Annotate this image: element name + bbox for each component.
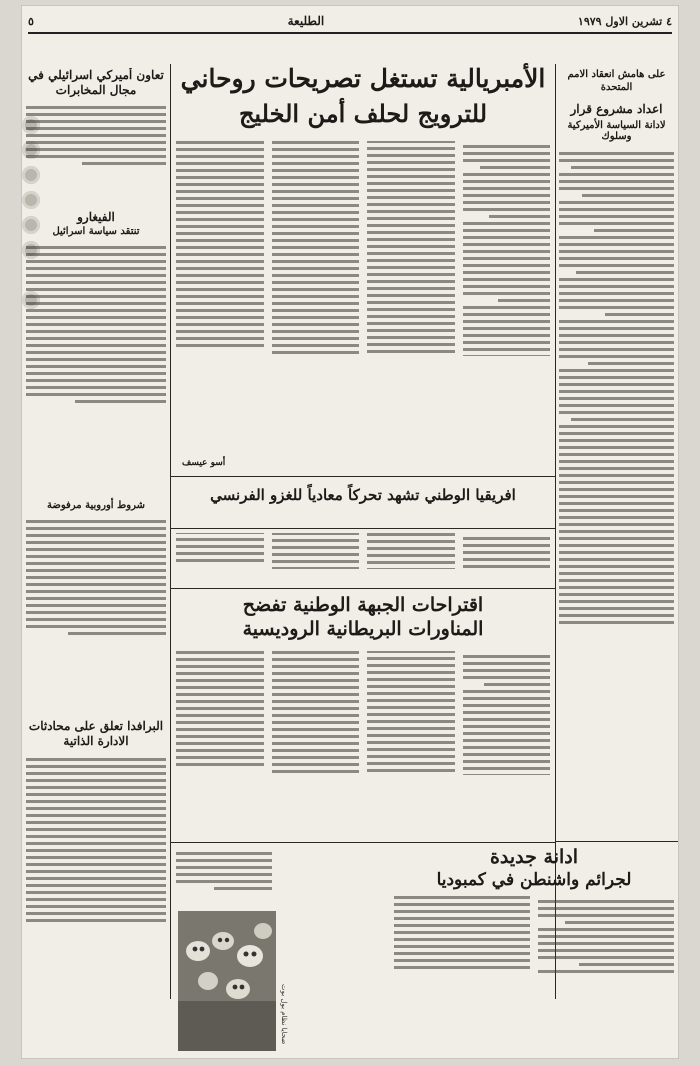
- proposals-headline-line2: المناورات البريطانية الروديسية: [242, 618, 484, 640]
- cambodia-headline-line1: ادانة جديدة: [489, 846, 579, 868]
- left-article2-subtitle: تنتقد سياسة اسرائيل: [52, 226, 140, 237]
- left-article3-body: [26, 516, 166, 711]
- section-rule: [171, 476, 555, 477]
- cambodia-article: [394, 846, 674, 1051]
- proposals-body: [176, 651, 550, 836]
- left-article3-title: شروط أوروبية مرفوضة: [46, 500, 146, 511]
- section-rule: [171, 842, 555, 843]
- main-headline-line2: للترويج لحلف أمن الخليج: [238, 99, 488, 128]
- right-column-subtitle: اعداد مشروع قرار: [570, 102, 663, 116]
- newspaper-name: الطليعة: [287, 14, 325, 28]
- left-article1-title: تعاون أميركي اسرائيلي في مجال المخابرات: [28, 68, 164, 97]
- africa-headline: افريقيا الوطني تشهد تحركاً معادياً للغزو الفرنسي: [210, 486, 516, 504]
- column-rule: [170, 64, 171, 999]
- main-article-body: [176, 141, 550, 453]
- left-article2-body: [26, 242, 166, 492]
- proposals-headline-line1: اقتراحات الجبهة الوطنية تفضح: [242, 594, 484, 616]
- section-rule: [171, 588, 555, 589]
- right-column: [559, 68, 674, 838]
- photo-caption: ضحايا نظام بول بوت: [280, 983, 288, 1044]
- main-article-author: أسو عيسف: [182, 458, 226, 468]
- left-article4-title: البرافدا تعلق على محادثات الادارة الذاتية: [28, 719, 164, 748]
- section-rule: [556, 841, 678, 842]
- left-article2-title: الفيغارو: [77, 210, 115, 224]
- left-article1-body: [26, 102, 166, 202]
- main-headline-line1: الأمبريالية تستغل تصريحات روحاني: [180, 64, 546, 93]
- left-column: [26, 68, 166, 1053]
- issue-date: ٤ تشرين الاول ١٩٧٩: [577, 14, 672, 28]
- page-number: ٥: [28, 14, 34, 28]
- section-rule: [171, 528, 555, 529]
- page-header: [28, 10, 672, 34]
- left-article4-body: [26, 754, 166, 1024]
- africa-body: [176, 533, 550, 585]
- cambodia-body-cont: [176, 848, 272, 908]
- cambodia-headline-line2: لجرائم واشنطن في كمبوديا: [436, 870, 632, 890]
- cambodia-body: [394, 896, 674, 1026]
- right-column-subtitle-2: لادانة السياسة الأميركية وسلوك: [567, 120, 666, 142]
- victims-photo: [178, 911, 276, 1051]
- skulls-image: [178, 911, 276, 1051]
- right-column-body: [559, 148, 674, 838]
- right-column-title: على هامش انعقاد الامم المتحدة: [567, 69, 666, 93]
- newspaper-page: [22, 6, 678, 1058]
